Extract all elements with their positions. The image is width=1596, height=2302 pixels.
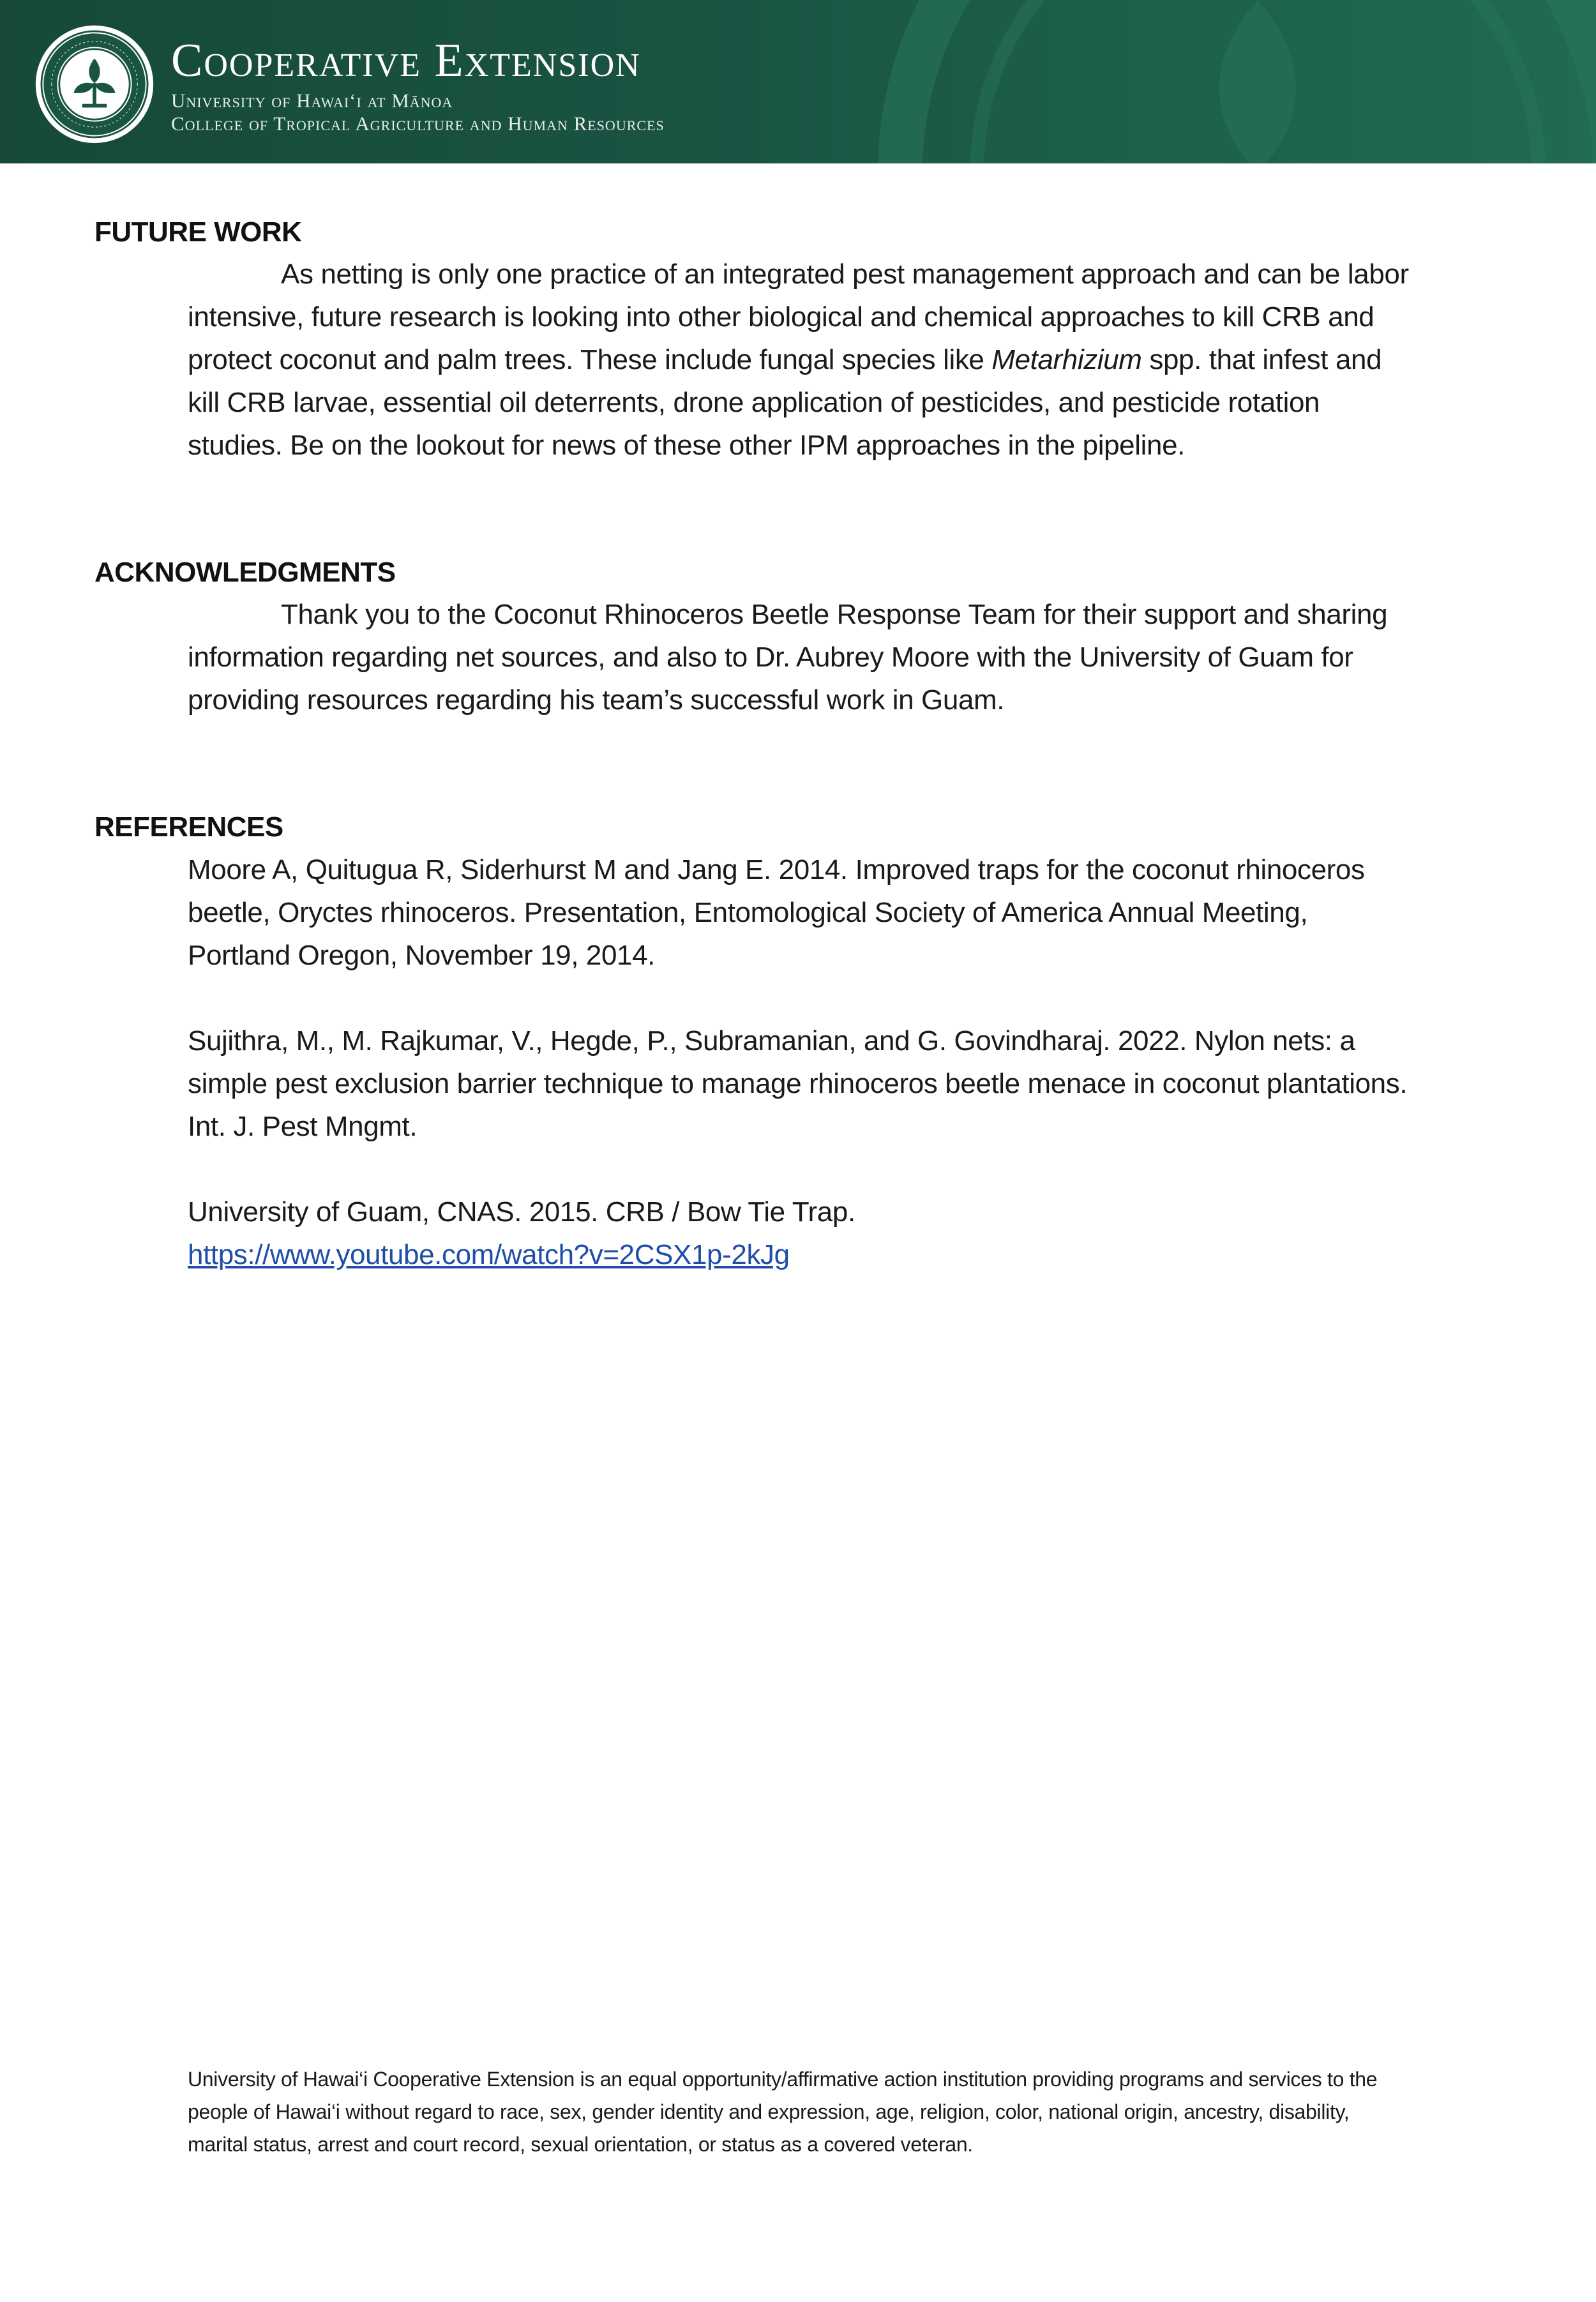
banner-title: Cooperative Extension xyxy=(171,34,641,87)
header-banner xyxy=(0,0,1596,163)
acknowledgments-text: Thank you to the Coconut Rhinoceros Beetle Response Team for their support and sharing information regarding net sources, and also to Dr. Aubrey Moore with the University of Guam for providing resources regarding his team’s successful work in Guam. xyxy=(188,599,1388,716)
background-seal-watermark-icon xyxy=(875,0,1596,163)
future-work-heading: FUTURE WORK xyxy=(94,216,302,248)
future-work-text-part2: spp. that infest and kill CRB larvae, essential oil deterrents, drone application of pesticides, and pesticide rotation studies. Be on the lookout for news of these other IPM approaches in the pipeline. xyxy=(188,344,1382,461)
future-work-text-part1: As netting is only one practice of an integrated pest management approach and can be labor intensive, future research is looking into other biological and chemical approaches to kill CRB and protect coconut and palm trees. These include fungal species like xyxy=(188,259,1409,375)
university-seal-logo-icon xyxy=(33,23,156,146)
future-work-italic-term: Metarhizium xyxy=(991,344,1142,375)
acknowledgments-paragraph xyxy=(188,593,1413,721)
future-work-paragraph xyxy=(188,253,1413,467)
reference-guam-text: University of Guam, CNAS. 2015. CRB / Bow Tie Trap. xyxy=(188,1196,855,1228)
reference-university-of-guam-2015 xyxy=(188,1191,1413,1276)
acknowledgments-heading: ACKNOWLEDGMENTS xyxy=(94,557,396,588)
equal-opportunity-footer: University of Hawai‘i Cooperative Extension is an equal opportunity/affirmative action institution providing programs and services to the people of Hawai‘i without regard to race, sex, gender identity and expression, age, religion, color, national origin, ancestry, disability, marital status, arrest and court record, sexual orientation, or status as a covered veteran. xyxy=(188,2068,1378,2156)
reference-moore-2014: Moore A, Quitugua R, Siderhurst M and Jang E. 2014. Improved traps for the coconut rhinoceros beetle, Oryctes rhinoceros. Presentation, Entomological Society of America Annual Meeting, Portland Oregon, November 19, 2014. xyxy=(188,854,1365,971)
references-heading: REFERENCES xyxy=(94,811,283,843)
youtube-reference-link[interactable]: https://www.youtube.com/watch?v=2CSX1p-2kJg xyxy=(188,1239,790,1270)
banner-subtitle-college: College of Tropical Agriculture and Human Resources xyxy=(171,112,665,135)
banner-subtitle-university: University of Hawai‘i at Mānoa xyxy=(171,89,453,112)
reference-sujithra-2022: Sujithra, M., M. Rajkumar, V., Hegde, P., Subramanian, and G. Govindharaj. 2022. Nylon nets: a simple pest exclusion barrier technique to manage rhinoceros beetle menace in coconut plantations. Int. J. Pest Mngmt. xyxy=(188,1025,1408,1142)
